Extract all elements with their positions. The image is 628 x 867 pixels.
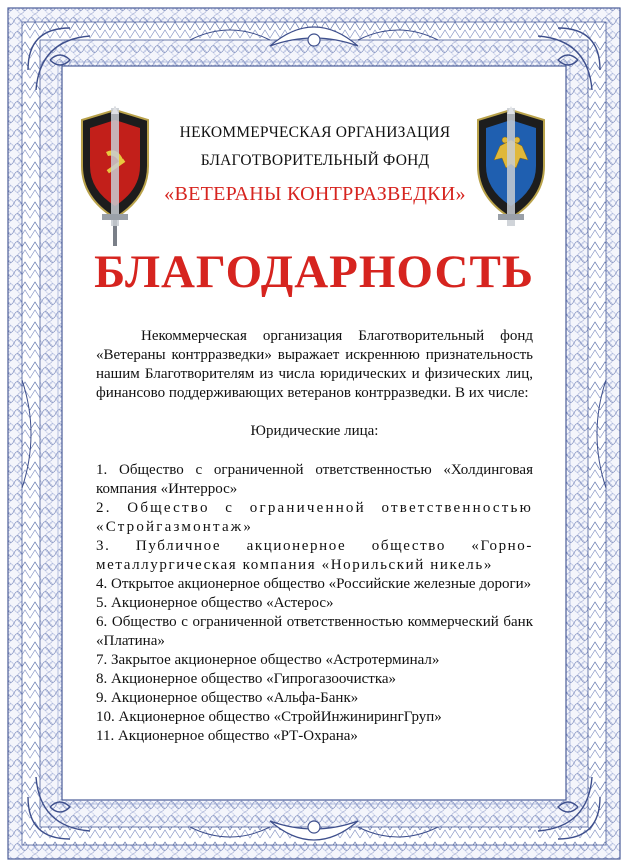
organization-type-line: НЕКОММЕРЧЕСКАЯ ОРГАНИЗАЦИЯ — [179, 124, 451, 141]
list-item: 4. Открытое акционерное общество «Российские железные дороги» — [96, 576, 532, 592]
foundation-name: «ВЕТЕРАНЫ КОНТРРАЗВЕДКИ» — [164, 183, 466, 205]
letter-body — [96, 327, 533, 746]
foundation-type-line: БЛАГОТВОРИТЕЛЬНЫЙ ФОНД — [200, 152, 430, 169]
list-item: 8. Акционерное общество «Гипрогазоочистка» — [96, 671, 397, 687]
list-item: 1. Общество с ограниченной ответственностью «Холдинговая компания «Интеррос» — [96, 462, 533, 497]
list-item: 6. Общество с ограниченной ответственностью коммерческий банк «Платина» — [96, 614, 533, 649]
list-item: 9. Акционерное общество «Альфа-Банк» — [96, 690, 359, 706]
list-item: 10. Акционерное общество «СтройИнжинирингГруп» — [96, 709, 442, 725]
donor-list — [96, 461, 533, 746]
section-heading: Юридические лица: — [250, 423, 379, 439]
page-title: БЛАГОДАРНОСТЬ — [94, 246, 534, 298]
list-item: 7. Закрытое акционерное общество «Астротерминал» — [96, 652, 440, 668]
list-item: 2. Общество с ограниченной ответственностью «Стройгазмонтаж» — [96, 500, 533, 535]
russian-eagle-shield-sword-emblem-icon — [472, 106, 550, 246]
list-item: 3. Публичное акционерное общество «Горно-металлургическая компания «Норильский никель» — [96, 538, 533, 573]
list-item: 11. Акционерное общество «РТ-Охрана» — [96, 728, 358, 744]
soviet-shield-sword-emblem-icon — [76, 106, 154, 246]
list-item: 5. Акционерное общество «Астерос» — [96, 595, 334, 611]
intro-paragraph: Некоммерческая организация Благотворительный фонд «Ветераны контрразведки» выражает искреннюю признательность нашим Благотворителям из числа юридических и физических лиц, финансово поддерживающих ветеранов контрразведки. В их числе: — [96, 328, 533, 401]
